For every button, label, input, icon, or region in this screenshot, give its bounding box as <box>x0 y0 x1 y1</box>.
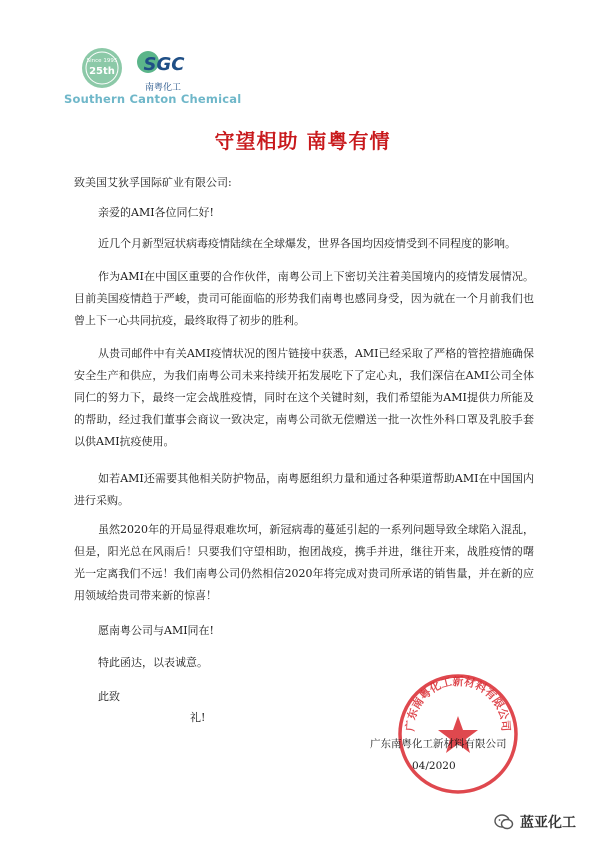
body-paragraph: 作为AMI在中国区重要的合作伙伴，南粤公司上下密切关注着美国境内的疫情发展情况。目前美国疫情趋于严峻，贵司可能面临的形势我们南粤也感同身受，因为就在一个月前我们也曾上下一心共同抗疫，最终取得了初步的胜利。 <box>74 270 534 327</box>
body-paragraph: 近几个月新型冠状病毒疫情陆续在全球爆发，世界各国均因疫情受到不同程度的影响。 <box>98 237 516 250</box>
sgc-subtitle: 南粤化工 <box>145 83 182 93</box>
greeting-line: 亲爱的AMI各位同仁好! <box>98 206 214 219</box>
recipient-line: 致美国艾狄孚国际矿业有限公司: <box>74 176 232 189</box>
anniversary-number-text: 25th <box>89 66 115 77</box>
closing-statement: 特此函达，以表诚意。 <box>98 656 208 669</box>
signer-company: 广东南粤化工新材料有限公司 <box>370 738 507 750</box>
closing-salutation: 此致 <box>98 690 120 703</box>
wechat-icon <box>494 812 514 832</box>
seal-ring-text: 广东南粤化工新材料有限公司 <box>403 674 513 732</box>
anniversary-since-text: Since 1995 <box>86 58 118 64</box>
closing-salute: 礼! <box>190 711 206 724</box>
anniversary-logo <box>80 46 124 90</box>
company-english-name: Southern Canton Chemical <box>64 92 242 106</box>
wechat-watermark <box>494 812 576 832</box>
letter-title: 守望相助 南粤有情 <box>214 129 391 153</box>
watermark-text: 蓝亚化工 <box>520 815 576 831</box>
closing-wish: 愿南粤公司与AMI同在! <box>98 624 214 637</box>
body-paragraph: 从贵司邮件中有关AMI疫情状况的图片链接中获悉，AMI已经采取了严格的管控措施确保安全生产和供应，为我们南粤公司未来持续开拓发展吃下了定心丸，我们深信在AMI公司全体同仁的努力下，最终一定会战胜疫情，同时在这个关键时刻，我们希望能为AMI提供力所能及的帮助，经过我们董事会商议一致决定，南粤公司欲无偿赠送一批一次性外科口罩及乳胶手套以供AMI抗疫使用。 <box>74 347 534 448</box>
letter-date: 04/2020 <box>412 760 456 772</box>
sgc-mark-text: SGC <box>143 54 185 75</box>
body-paragraph: 如若AMI还需要其他相关防护物品，南粤愿组织力量和通过各种渠道帮助AMI在中国国内进行采购。 <box>74 472 534 507</box>
body-paragraph: 虽然2020年的开局显得艰难坎坷，新冠病毒的蔓延引起的一系列问题导致全球陷入混乱，但是，阳光总在风雨后！只要我们守望相助，抱团战疫，携手并进，继往开来，战胜疫情的曙光一定离我们不远！我们南粤公司仍然相信2020年将完成对贵司所承诺的销售量，并在新的应用领域给贵司带来新的惊喜！ <box>74 523 534 602</box>
